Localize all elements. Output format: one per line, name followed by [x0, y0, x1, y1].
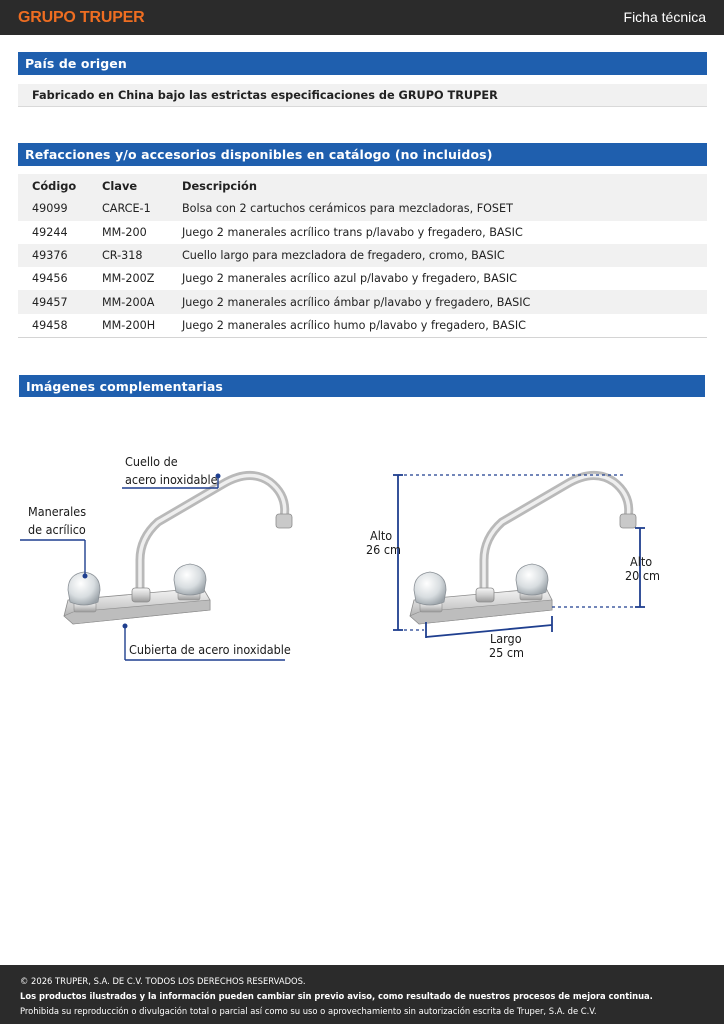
cell-key: MM-200H — [102, 318, 156, 332]
callout-handles-line1: Manerales — [28, 504, 87, 519]
document-type: Ficha técnica — [623, 9, 706, 25]
section-header-parts: Refacciones y/o accesorios disponibles en catálogo (no incluidos) — [18, 143, 707, 166]
table-row — [18, 314, 707, 337]
cell-description: Juego 2 manerales acrílico humo p/lavabo y fregadero, BASIC — [182, 318, 526, 332]
cell-code: 49457 — [32, 295, 68, 309]
footer — [0, 965, 724, 1024]
cell-code: 49099 — [32, 202, 68, 216]
callout-neck-line1: Cuello de — [125, 454, 178, 469]
section-header-origin: País de origen — [18, 52, 707, 75]
parts-table — [18, 174, 707, 338]
faucet-image — [410, 475, 636, 624]
cell-key: CR-318 — [102, 249, 143, 263]
table-row — [18, 221, 707, 244]
cell-description: Bolsa con 2 cartuchos cerámicos para mezcladoras, FOSET — [182, 202, 513, 216]
origin-text — [18, 84, 707, 107]
column-header-description: Descripción — [168, 174, 707, 197]
callout-handles-line2: de acrílico — [28, 522, 86, 537]
table-row — [18, 267, 707, 290]
dimension-total-height-line1: Alto — [370, 528, 393, 543]
faucet-image — [64, 475, 292, 624]
callout-dot-handles — [83, 574, 88, 579]
footer-copyright: © 2026 TRUPER, S.A. DE C.V. TODOS LOS DERECHOS RESERVADOS. — [20, 976, 306, 986]
column-header-code: Código — [18, 174, 88, 197]
cell-key: MM-200Z — [102, 272, 155, 286]
cell-description: Juego 2 manerales acrílico azul p/lavabo y fregadero, BASIC — [182, 272, 517, 286]
callout-deck: Cubierta de acero inoxidable — [129, 642, 291, 657]
cell-description: Juego 2 manerales acrílico ámbar p/lavabo y fregadero, BASIC — [182, 295, 531, 309]
dimension-spout-height-line1: Alto — [630, 554, 653, 569]
cell-key: MM-200A — [102, 295, 155, 309]
callout-dot-deck — [123, 624, 128, 629]
footer-notice: Los productos ilustrados y la información pueden cambiar sin previo aviso, como resultado de nuestros procesos de mejora continua. — [20, 991, 653, 1001]
cell-code: 49458 — [32, 318, 68, 332]
dimension-length-line2: 25 cm — [489, 645, 525, 660]
table-header-row — [18, 174, 707, 197]
callout-neck-line2: acero inoxidable — [125, 472, 218, 487]
cell-description: Juego 2 manerales acrílico trans p/lavabo y fregadero, BASIC — [182, 225, 523, 239]
top-bar — [0, 0, 724, 35]
faucet-dimensions-figure — [362, 440, 662, 670]
table-row — [18, 197, 707, 220]
table-row — [18, 244, 707, 267]
dimension-spout-height-line2: 20 cm — [625, 568, 661, 583]
cell-key: MM-200 — [102, 225, 147, 239]
cell-code: 49456 — [32, 272, 68, 286]
table-row — [18, 290, 707, 313]
footer-prohibition: Prohibida su reproducción o divulgación total o parcial así como su uso o aprovechamiento sin autorización escrita de Truper, S.A. de C.V. — [20, 1006, 597, 1016]
dimension-total-height-line2: 26 cm — [366, 542, 402, 557]
section-header-images: Imágenes complementarias — [19, 375, 705, 397]
cell-code: 49376 — [32, 249, 68, 263]
cell-description: Cuello largo para mezcladora de fregadero, cromo, BASIC — [182, 249, 505, 263]
faucet-callout-figure — [18, 440, 318, 670]
cell-code: 49244 — [32, 225, 68, 239]
dimension-length-line1: Largo — [490, 631, 522, 646]
brand-logo: GRUPO TRUPER — [18, 9, 145, 26]
origin-text-value: Fabricado en China bajo las estrictas especificaciones de GRUPO TRUPER — [32, 88, 498, 102]
column-header-key: Clave — [88, 174, 168, 197]
cell-key: CARCE-1 — [102, 202, 151, 216]
